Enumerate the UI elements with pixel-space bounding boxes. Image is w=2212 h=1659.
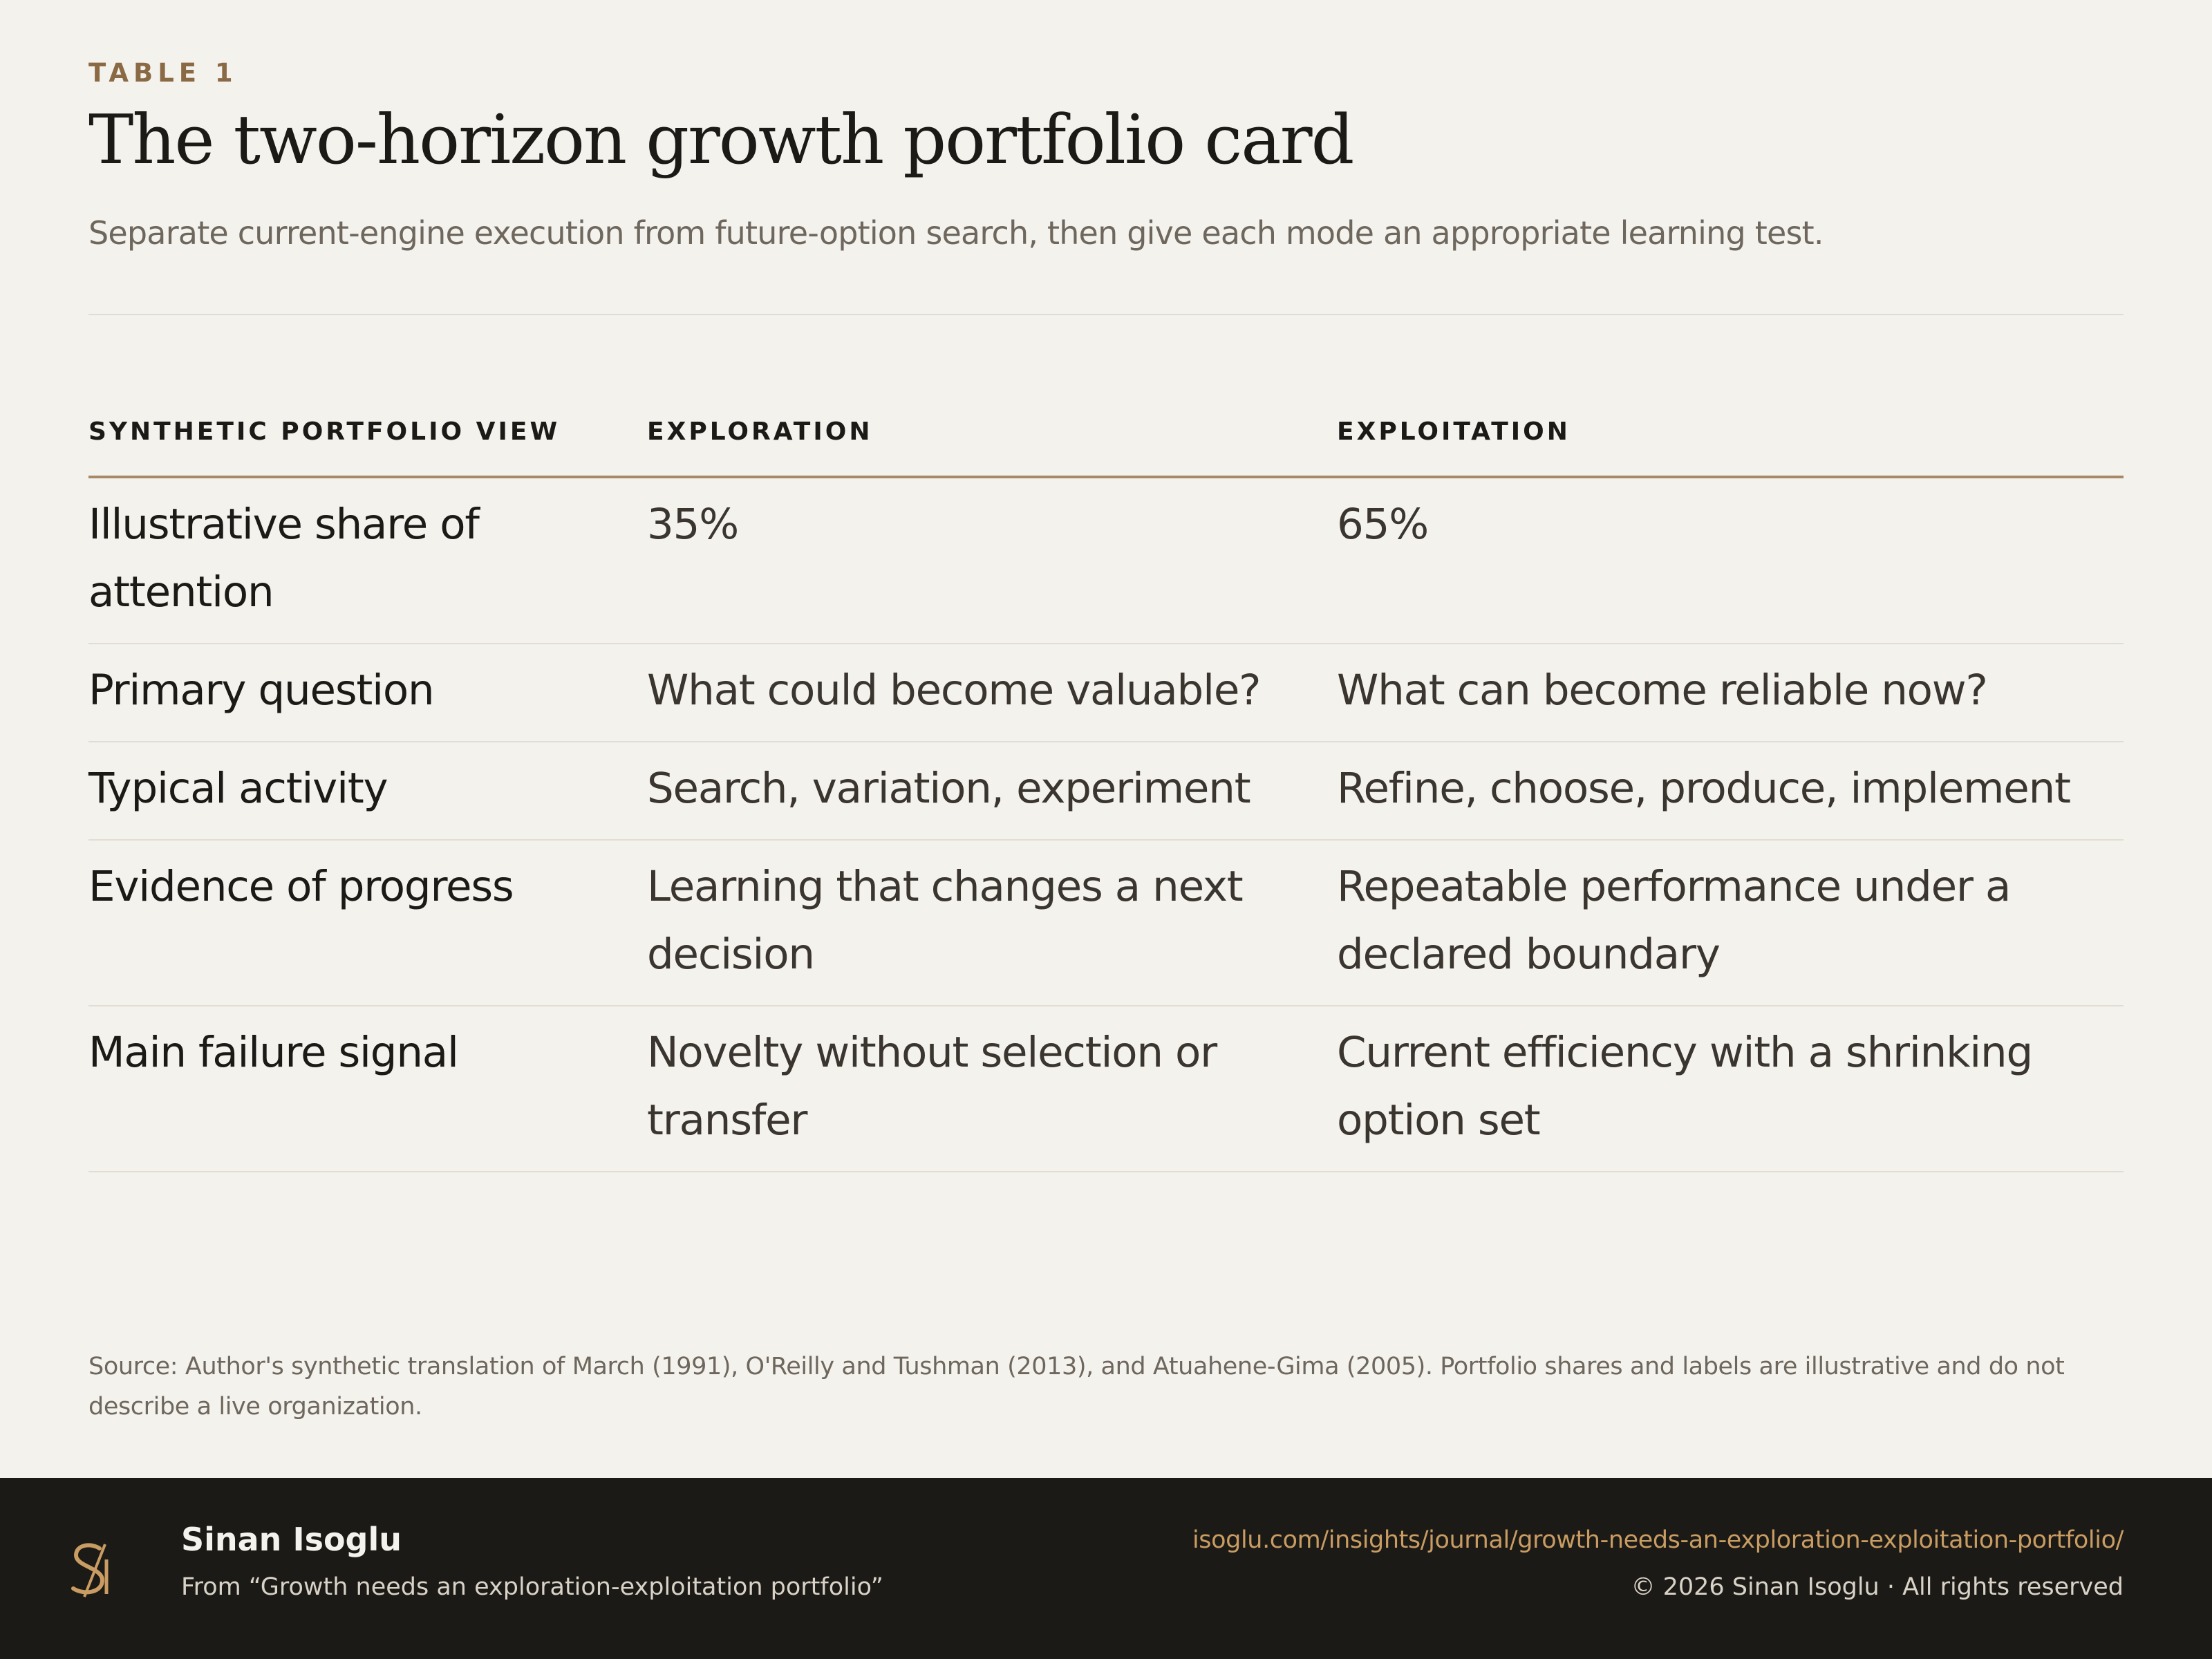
table-row — [88, 644, 2124, 742]
column-header-view: SYNTHETIC PORTFOLIO VIEW — [88, 387, 647, 477]
si-monogram-icon — [64, 1539, 119, 1601]
column-header-exploration: EXPLORATION — [647, 387, 1337, 477]
exploitation-cell: Repeatable performance under a declared boundary — [1337, 840, 2124, 1006]
row-label: Illustrative share of attention — [88, 477, 647, 644]
header-divider — [88, 314, 2124, 315]
table-row — [88, 477, 2124, 644]
portfolio-table — [88, 387, 2124, 1172]
row-label: Main failure signal — [88, 1006, 647, 1172]
footer-article-title: From “Growth needs an exploration-exploitation portfolio” — [181, 1573, 883, 1601]
table-kicker: TABLE 1 — [88, 58, 238, 88]
footer-article-link[interactable]: isoglu.com/insights/journal/growth-needs-an-exploration-exploitation-portfolio/ — [1192, 1526, 2124, 1554]
exploitation-cell: Refine, choose, produce, implement — [1337, 742, 2124, 840]
exploration-cell: Learning that changes a next decision — [647, 840, 1337, 1006]
exploration-cell: What could become valuable? — [647, 644, 1337, 742]
exploitation-cell: 65% — [1337, 477, 2124, 644]
row-label: Typical activity — [88, 742, 647, 840]
table-row — [88, 1006, 2124, 1172]
table-header-row — [88, 387, 2124, 477]
exploration-cell: Search, variation, experiment — [647, 742, 1337, 840]
footer — [0, 1478, 2212, 1659]
column-header-exploitation: EXPLOITATION — [1337, 387, 2124, 477]
source-note: Source: Author's synthetic translation of March (1991), O'Reilly and Tushman (2013), and Atuahene-Gima (2005). Portfolio shares and labels are illustrative and do not describe a live organization. — [88, 1353, 2065, 1421]
exploitation-cell: What can become reliable now? — [1337, 644, 2124, 742]
exploration-cell: 35% — [647, 477, 1337, 644]
row-label: Primary question — [88, 644, 647, 742]
table-row — [88, 840, 2124, 1006]
exploration-cell: Novelty without selection or transfer — [647, 1006, 1337, 1172]
page-title: The two-horizon growth portfolio card — [88, 101, 1353, 180]
table-row — [88, 742, 2124, 840]
footer-copyright: © 2026 Sinan Isoglu · All rights reserved — [1631, 1573, 2124, 1601]
page-subtitle: Separate current-engine execution from future-option search, then give each mode an appropriate learning test. — [88, 214, 1824, 252]
exploitation-cell: Current efficiency with a shrinking option set — [1337, 1006, 2124, 1172]
row-label: Evidence of progress — [88, 840, 647, 1006]
footer-author: Sinan Isoglu — [181, 1521, 402, 1558]
